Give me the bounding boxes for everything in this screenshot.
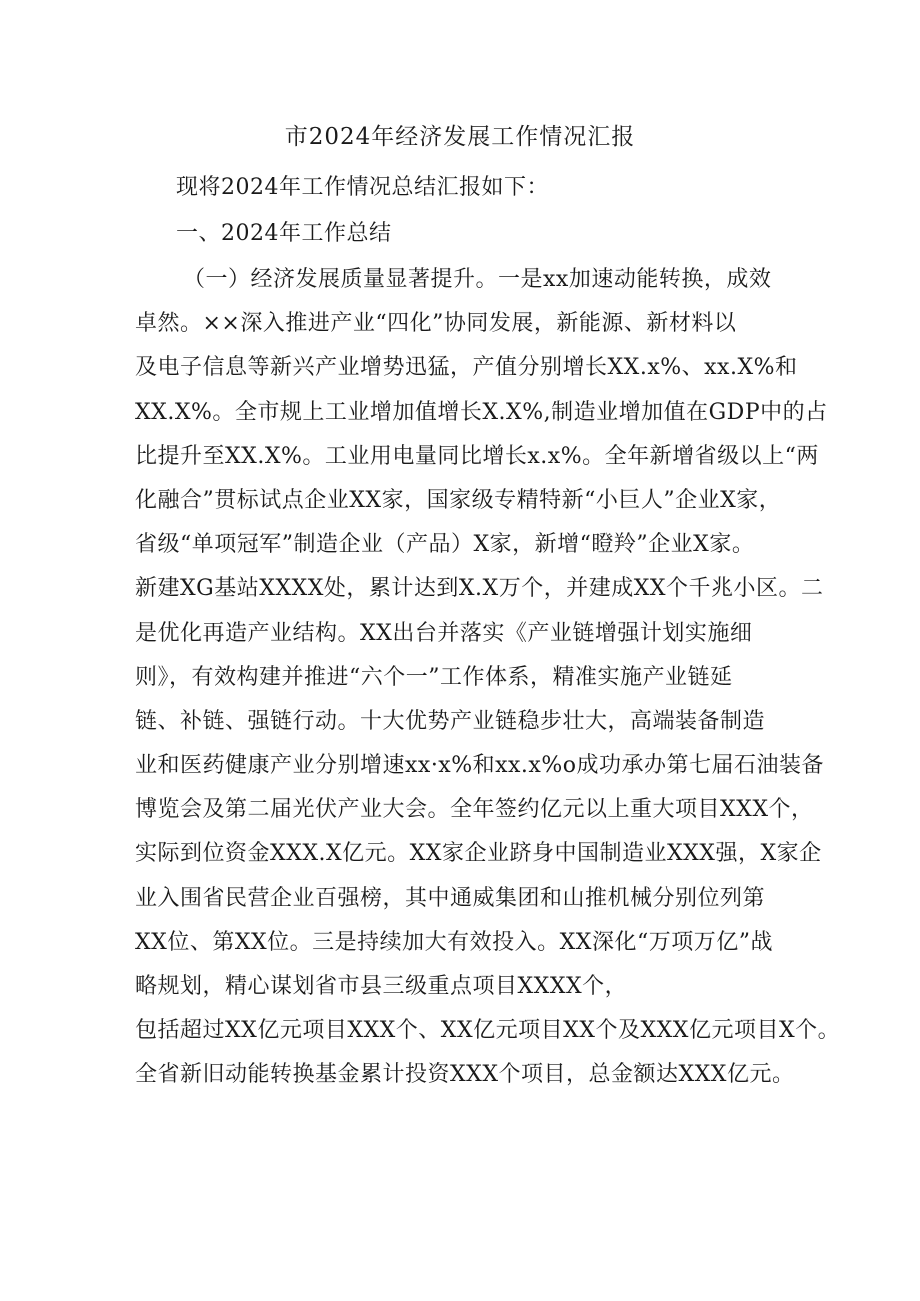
paragraph-line: 链、补链、强链行动。十大优势产业链稳步壮大，高端装备制造 — [135, 708, 766, 734]
paragraph-line: 实际到位资金XXX.X亿元。XX家企业跻身中国制造业XXX强，X家企 — [135, 841, 822, 867]
paragraph-line: 新建XG基站XXXX处，累计达到X.X万个，并建成XX个千兆小区。二 — [135, 576, 824, 602]
paragraph-line: 略规划，精心谋划省市县三级重点项目XXXX个， — [135, 974, 628, 999]
document-title: 市2024年经济发展工作情况汇报 — [284, 124, 636, 150]
paragraph-line: 比提升至XX.X%。工业用电量同比增长x.x%。全年新增省级以上“两 — [135, 443, 819, 469]
paragraph-line: 是优化再造产业结构。XX出台并落实《产业链增强计划实施细 — [135, 620, 753, 646]
paragraph-line: 卓然。××深入推进产业“四化”协同发展，新能源、新材料以 — [135, 311, 737, 337]
paragraph-line: 及电子信息等新兴产业增势迅猛，产值分别增长XX.x%、xx.X%和 — [135, 355, 798, 381]
body-paragraph — [135, 258, 841, 1098]
paragraph-line: XX位、第XX位。三是持续加大有效投入。XX深化“万项万亿”战 — [135, 929, 773, 955]
paragraph-line: 博览会及第二届光伏产业大会。全年签约亿元以上重大项目XXX个， — [135, 797, 814, 823]
paragraph-line: 包括超过XX亿元项目XXX个、XX亿元项目XX个及XXX亿元项目X个。 — [135, 1018, 841, 1044]
paragraph-line: 业和医药健康产业分别增速xx·x%和xx.x%o成功承办第七届石油装备 — [135, 753, 824, 779]
paragraph-line: XX.X%。全市规上工业增加值增长X.X%,制造业增加值在GDP中的占 — [135, 399, 828, 425]
intro-sentence: 现将2024年工作情况总结汇报如下： — [176, 175, 549, 200]
paragraph-line: 则》，有效构建并推进“六个一”工作体系，精准实施产业链延 — [135, 664, 733, 690]
section-heading: 一、2024年工作总结 — [176, 221, 392, 246]
paragraph-line: 化融合”贯标试点企业XX家，国家级专精特新“小巨人”企业X家， — [135, 487, 782, 513]
paragraph-line: 省级“单项冠军”制造企业（产品）X家，新增“瞪羚”企业X家。 — [135, 532, 755, 558]
paragraph-line: （一）经济发展质量显著提升。一是xx加速动能转换，成效 — [183, 267, 772, 292]
paragraph-line: 业入围省民营企业百强榜，其中通威集团和山推机械分别位列第 — [135, 885, 766, 911]
paragraph-line: 全省新旧动能转换基金累计投资XXX个项目，总金额达XXX亿元。 — [135, 1062, 795, 1088]
